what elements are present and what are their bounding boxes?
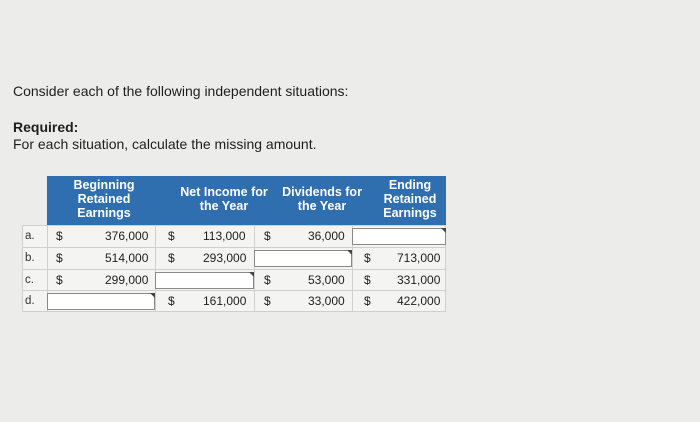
retained-earnings-table (22, 176, 446, 312)
header-beginning: Beginning Retained Earnings (73, 178, 135, 220)
table-row (22, 291, 446, 313)
ending-value: 331,000 (397, 273, 441, 287)
dividends-value: 53,000 (308, 273, 345, 287)
currency-symbol: $ (56, 273, 63, 287)
table-header (47, 176, 446, 225)
required-text: For each situation, calculate the missing amount. (13, 136, 317, 152)
table-row (22, 270, 446, 292)
currency-symbol: $ (264, 229, 271, 243)
net-income-value: 113,000 (203, 229, 246, 243)
currency-symbol: $ (168, 229, 175, 243)
currency-symbol: $ (364, 273, 371, 287)
currency-symbol: $ (56, 229, 63, 243)
ending-value: 713,000 (397, 251, 441, 265)
beginning-input[interactable] (47, 293, 155, 310)
row-letter: c. (25, 274, 34, 286)
table-row (22, 226, 446, 248)
required-title: Required: (13, 119, 79, 135)
dividends-value: 33,000 (308, 294, 345, 308)
header-dividends: Dividends for the Year (282, 185, 362, 213)
row-letter: d. (25, 295, 35, 307)
intro-text: Consider each of the following independent situations: (13, 83, 349, 99)
net-income-value: 161,000 (203, 294, 247, 308)
ending-value: 422,000 (397, 294, 441, 308)
row-letter: b. (25, 252, 35, 264)
beginning-value: 376,000 (105, 229, 149, 243)
currency-symbol: $ (364, 251, 371, 265)
ending-input[interactable] (352, 228, 446, 245)
currency-symbol: $ (56, 251, 63, 265)
currency-symbol: $ (264, 273, 271, 287)
header-net-income: Net Income for the Year (180, 185, 268, 213)
table-row (22, 248, 446, 270)
beginning-value: 299,000 (105, 273, 149, 287)
dividends-value: 36,000 (308, 229, 345, 243)
currency-symbol: $ (364, 294, 371, 308)
net-income-input[interactable] (155, 272, 254, 289)
currency-symbol: $ (168, 294, 175, 308)
dividends-input[interactable] (254, 250, 352, 267)
currency-symbol: $ (264, 294, 271, 308)
currency-symbol: $ (168, 251, 175, 265)
net-income-value: 293,000 (203, 251, 247, 265)
header-ending: Ending Retained Earnings (383, 178, 437, 220)
beginning-value: 514,000 (105, 251, 149, 265)
row-letter: a. (25, 230, 35, 242)
